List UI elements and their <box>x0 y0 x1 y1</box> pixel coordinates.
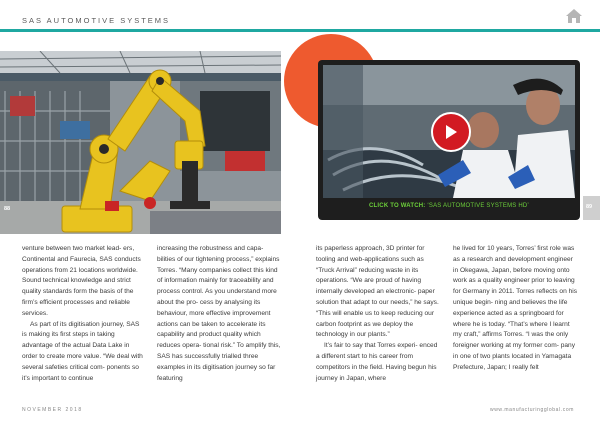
footer-date: NOVEMBER 2018 <box>22 407 83 413</box>
paragraph: increasing the robustness and capa- bilities of our tightening process,” explains Torres. “Many companies collect this kind of information mainly for traceability and process control. As you understand more about the pro- cess by analysing its behaviour, more effective improvement actions can be taken to accelerate its capability and product quality which reduces opera- tional risk.” To amplify this, SAS has successfully trialled three examples in its digitisation journey so far featuring <box>157 245 281 382</box>
paragraph: As part of its digitisation journey, SAS is making its first steps in taking advantage of the actual Data Lake in order to create more value. “We deal with several safeties critical com- ponents so it’s important to continue <box>22 320 143 382</box>
page-number-right: 89 <box>586 204 593 210</box>
home-icon[interactable] <box>565 8 583 24</box>
text-column-1 <box>22 244 146 384</box>
text-column-4 <box>453 244 577 374</box>
page-number-tab <box>583 196 600 220</box>
page-number-left: 88 <box>4 206 11 212</box>
magazine-section-title: SAS AUTOMOTIVE SYSTEMS <box>22 16 171 25</box>
video-thumbnail[interactable] <box>323 65 575 198</box>
text-column-3 <box>316 244 440 384</box>
text-column-2 <box>157 244 281 384</box>
header-rule <box>0 29 600 32</box>
paragraph: It’s fair to say that Torres experi- enced a different start to his career from competitors in the field. Having begun his journey in Japan, where <box>316 342 438 382</box>
video-player[interactable] <box>318 60 580 220</box>
video-caption-lead: CLICK TO WATCH: <box>369 203 426 209</box>
footer-url[interactable]: www.manufacturingglobal.com <box>490 407 575 413</box>
paragraph: its paperless approach, 3D printer for tooling and web-applications such as “Truck Arrival” reducing waste in its operations. “We are proud of having internally developed an electronic- paper solution that adapt to our needs,” he says. “This will enable us to keep reducing our carbon footprint as we deploy the technology in our plants.” <box>316 245 439 339</box>
video-caption[interactable] <box>318 203 580 209</box>
video-caption-title: ‘SAS AUTOMOTIVE SYSTEMS HD’ <box>427 203 529 209</box>
paragraph: venture between two market lead- ers, Continental and Faurecia, SAS conducts operations from 21 locations worldwide. Sound technical knowledge and strict quality standards form the basis of the firm’s efficient processes and reliable services. <box>22 245 141 317</box>
play-icon <box>443 123 459 141</box>
play-button[interactable] <box>431 112 471 152</box>
paragraph: he lived for 10 years, Torres’ first role was as a research and development engineer in Okegawa, Japan, before moving onto work as a quality engineer prior to leaving for Germany in 2011. Torres reflects on his unique begin- ning and believes the life experience acted as a springboard for where he is today. “That’s where I learnt my craft,” affirms Torres. “I was the only foreigner working at my former com- pany in one of two plants located in Yamagata Prefecture, Japan; I really felt <box>453 245 577 371</box>
robot-arm-photo <box>0 51 281 234</box>
